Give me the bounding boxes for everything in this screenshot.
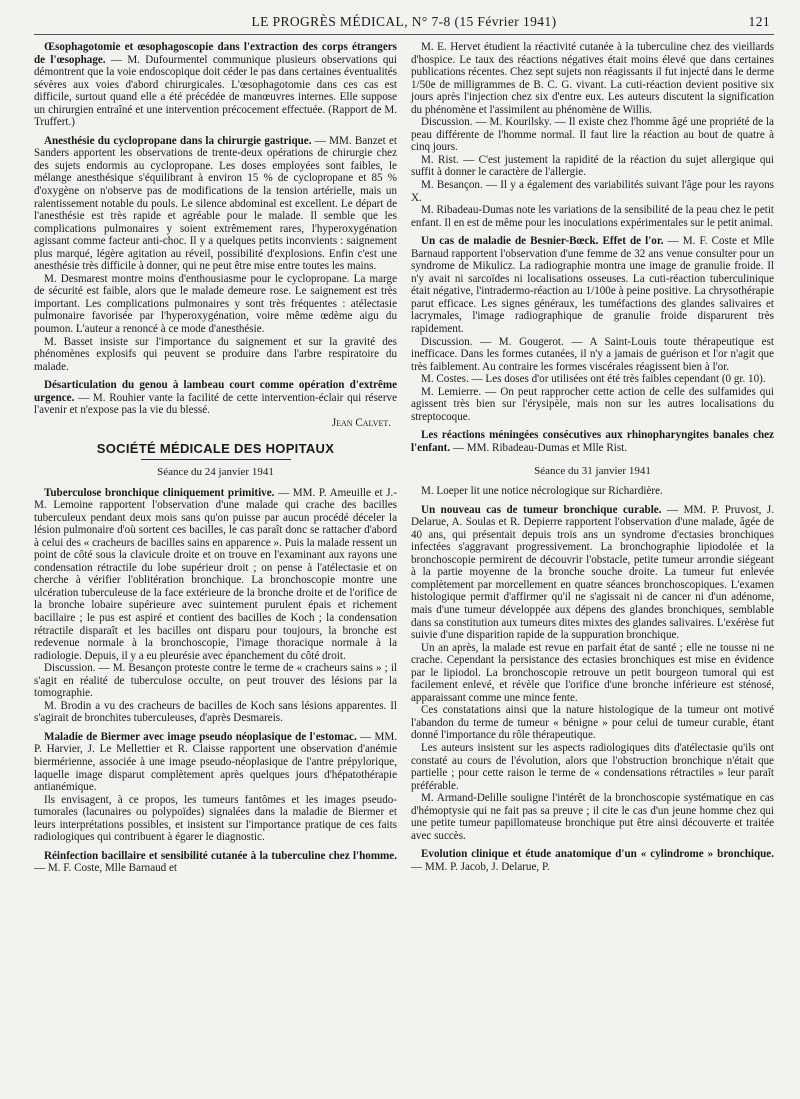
article-desarticulation: [34, 379, 397, 417]
article-title: Tuberculose bronchique cliniquement primitive.: [44, 486, 275, 499]
paragraph: M. Besançon. — Il y a également des variabilités suivant l'âge pour les rayons X.: [411, 179, 774, 204]
two-column-body: [34, 41, 774, 1091]
article-biermer: [34, 731, 397, 794]
paragraph: M. Rist. — C'est justement la rapidité de la réaction du sujet allergique qui suffit à donner le caractère de l'allergie.: [411, 153, 774, 179]
article-reactions-meningees: [411, 429, 774, 454]
paragraph: Un an après, la malade est revue en parfait état de santé ; elle ne tousse ni ne crache. Cependant la persistance des ectasies bronchiques est mise en évidence par le lipiodol. La bronchoscopie retrouve un petit bourgeon tumoral qui est facilement enlevé, et révèle que l'orifice d'une bronche inférieure est sténosé, apparaissant comme une mince fente.: [411, 641, 774, 704]
paragraph: M. Desmarest montre moins d'enthousiasme pour le cyclopropane. La marge de sécurité est faible, alors que le malade demeure rose. Le saignement est très important. Les complications pulmonaires y sont très fréquentes : atélectasie pulmonaire favorisée par l'hyperoxygénation, voire même œdème aigu du poumon. L'auteur a renoncé à ce mode d'anesthésie.: [34, 272, 397, 336]
article-title: Œsophagotomie et œsophagoscopie dans l'extraction des corps étrangers de l'œsophage.: [34, 41, 397, 66]
article-title: Les réactions méningées consécutives aux rhinopharyngites banales chez l'enfant.: [411, 429, 774, 454]
article-text: — MM. P. Ameuille et J.-M. Lemoine rapportent l'observation d'une malade qui crache des bacilles tuberculeux pendant deux mois sans qu'on puisse par aucun procédé déceler la lésion pulmonaire d'où sortent ces bacilles, le cas paraît donc se rattacher d'abord à celui des « cracheurs de bacilles sains en apparence ». Puis la malade ressent un point de côté sous la clavicule droite et on trouve en l'examinant aux rayons une condensation rétractile du lobe supérieur droit ; on pense à l'atélectasie et on cherche à vérifier l'oblitération bronchique. La bronchoscopie montre une ulcération tuberculeuse de la face extérieure de la bronche droite et de l'orifice de la bronche lobaire supérieure avec suintement purulent épais et richement bacillaire ; le pus est aspiré et contient des bacilles de Koch ; la condensation rétractile disparaît et les bacilles ont disparu pour toujours, la bronche est redevenue normale à la bronchoscopie, l'image thoracique normale à la radiologie. Depuis, il y a eu pleurésie avec épanchement du côté droit.: [34, 486, 397, 662]
right-column: [411, 41, 774, 1091]
article-text: — M. F. Coste et Mlle Barnaud rapportent l'observation d'une femme de 32 ans venue consulter pour un syndrome de Mikulicz. La radiographie montra une image de granulie froide. Il n'y avait ni sarcoïdes ni localisations osseuses. La cuti-réaction tuberculinique était négative, l'intradermo-réaction au 1/100e à peine positive. La chrysothérapie parut efficace. Les signes généraux, les tuméfactions des glandes salivaires et lacrymales, l'image radiographique de granulie froide disparurent très rapidement.: [411, 235, 774, 336]
article-title: Désarticulation du genou à lambeau court comme opération d'extrême urgence.: [34, 379, 397, 404]
paragraph: Ils envisagent, à ce propos, les tumeurs fantômes et les images pseudo-tumorales (lacunaires ou polypoïdes) signalées dans la maladie de Biermer et leurs interprétations possibles, et insistent sur l'importance pratique de ces faits radiologiques qui contribuent à égarer le diagnostic.: [34, 793, 397, 844]
page-number: 121: [748, 14, 770, 29]
left-column: [34, 41, 397, 1091]
article-title: Un cas de maladie de Besnier-Bœck. Effet de l'or.: [421, 235, 664, 248]
running-head-title: LE PROGRÈS MÉDICAL, N° 7-8 (15 Février 1941): [251, 14, 557, 29]
session-date: Séance du 24 janvier 1941: [157, 465, 274, 478]
article-reinfection: [34, 850, 397, 875]
article-text: — M. Dufourmentel communique plusieurs observations qui démontrent que la voie endoscopique doit céder le pas dans certaines éventualités sévères aux voies d'abord chirurgicales. L'œsophagotomie dans ces cas est difficile, surtout quand elle a été précédée de manœuvres internes. Elle suppose un chirurgien entraîné et une intervention précocement effectuée. (Rapport de M. Truffert.): [34, 53, 398, 129]
article-besnier-boeck: [411, 235, 774, 335]
paragraph: Discussion. — M. Gougerot. — A Saint-Louis toute thérapeutique est inefficace. Dans les formes cutanées, il n'y a jamais de guérison et l'or n'agit que très faiblement. Au contraire les formes viscérales réagissent bien à l'or.: [411, 335, 774, 373]
article-tuberculose: [34, 487, 397, 663]
paragraph: Discussion. — M. Besançon proteste contre le terme de « cracheurs sains » ; il s'agit en réalité de tuberculose occulte, on peut trouver des lésions par la tomographie.: [34, 662, 397, 700]
article-cyclopropane: [34, 135, 397, 273]
article-cylindrome: [411, 848, 774, 873]
article-title: Réinfection bacillaire et sensibilité cutanée à la tuberculine chez l'homme.: [44, 849, 397, 862]
article-title: Un nouveau cas de tumeur bronchique curable.: [421, 503, 662, 516]
paragraph: M. Lemierre. — On peut rapprocher cette action de celle des sulfamides qui agissent très bien sur l'érysipèle, mais non sur les autres localisations du streptocoque.: [411, 385, 774, 423]
paragraph: M. Brodin a vu des cracheurs de bacilles de Koch sans lésions apparentes. Il s'agirait de bronchites tuberculeuses, d'après Desmareis.: [34, 699, 397, 725]
author-signature: Jean Calvet.: [331, 416, 391, 429]
article-title: Anesthésie du cyclopropane dans la chirurgie gastrique.: [44, 134, 312, 147]
article-text: — M. Rouhier vante la facilité de cette intervention-éclair qui réserve l'avenir et n'expose pas la vie du blessé.: [34, 391, 397, 417]
article-text: — MM. P. Jacob, J. Delarue, P.: [411, 860, 550, 873]
article-text: — M. F. Coste, Mlle Barnaud et: [34, 862, 178, 875]
paragraph: M. E. Hervet étudient la réactivité cutanée à la tuberculine chez des vieillards d'hospice. Le taux des réactions négatives était moins élevé que dans certaines publications récentes. Chez sept sujets non réagissants il fut injecté dans le derme 1/50e de milligrammes de B. C. G. vivant. La cuti-réaction devient positive six jours après l'injection chez six d'entre eux. Les auteurs discutent la signification du phénomène et l'assimilent au phénomène de Willis.: [411, 41, 774, 116]
paragraph: M. Ribadeau-Dumas note les variations de la sensibilité de la peau chez le petit enfant. Il en est de même pour les inoculations expérimentales sur le petit animal.: [411, 204, 774, 229]
paragraph: Les auteurs insistent sur les aspects radiologiques dits d'atélectasie qu'ils ont constaté au cours de l'évolution, alors que l'obstruction bronchique n'était que partielle ; pour cette raison le terme de « condensations rétractiles » leur paraît préférable.: [411, 741, 774, 792]
article-title: Maladie de Biermer avec image pseudo néoplasique de l'estomac.: [44, 730, 357, 743]
article-tumeur-bronchique: [411, 504, 774, 642]
running-head: [34, 14, 774, 35]
section-rule: [141, 459, 291, 460]
session-date: Séance du 31 janvier 1941: [534, 464, 651, 477]
article-title: Evolution clinique et étude anatomique d'un « cylindrome » bronchique.: [421, 848, 774, 861]
article-text: — MM. P. Pruvost, J. Delarue, A. Soulas et R. Depierre rapportent l'observation d'une malade, âgée de 40 ans, qui présentait depuis trois ans un syndrome d'ectasies bronchiques infectées s'aggravant progressivement. La bronchographie lipiodolée et la bronchoscopie permirent de découvrir l'obstacle, petite tumeur arrondie siégeant à la partie moyenne de la bronche souche droite. La tumeur fut enlevée complètement par morcellement en quatre séances bronchoscopiques. L'examen histologique permit d'affirmer qu'il ne s'agissait ni de cancer ni d'un adénome, mais d'une tumeur développée aux dépens des glandes bronchiques, semblable dans sa constitution aux tumeurs dites mixtes des glandes salivaires. L'exérèse fut suivie d'une disparition rapide de la suppuration bronchique.: [411, 503, 774, 642]
article-text: — MM. P. Harvier, J. Le Mellettier et R. Claisse rapportent une observation d'anémie biermérienne, associée à une image pseudo-néoplasique de l'antre prépylorique, laquelle image disparut complètement après quelques jours d'hépatothérapie antianémique.: [34, 730, 397, 794]
paragraph: M. Armand-Delille souligne l'intérêt de la bronchoscopie systématique en cas d'hémoptysie qui ne fait pas sa preuve ; il cite le cas d'un jeune homme chez qui une petite tumeur papillomateuse bronchique put être ainsi découverte et traitée avec succès.: [411, 792, 774, 842]
article-text: — MM. Ribadeau-Dumas et Mlle Rist.: [450, 441, 628, 454]
paragraph: M. Loeper lit une notice nécrologique sur Richardière.: [421, 485, 663, 498]
paragraph: M. Costes. — Les doses d'or utilisées ont été très faibles cependant (0 gr. 10).: [421, 373, 766, 386]
paragraph: Discussion. — M. Kourilsky. — Il existe chez l'homme âgé une propriété de la peau différente de l'homme normal. Il faut lire la réaction au bout de quatre à cinq jours.: [411, 116, 774, 154]
paragraph: Ces constatations ainsi que la nature histologique de la tumeur ont motivé l'abandon du terme de tumeur « bénigne » pour celui de tumeur curable, étant donné l'importance du rôle thérapeutique.: [411, 704, 774, 742]
article-text: — MM. Banzet et Sanders apportent les observations de trente-deux opérations de chirurgie chez des sujets endormis au cyclopropane. Les doses employées sont faibles, le mélange anesthésique s'équilibrant à environ 15 % de cyclopropane et 85 % d'oxygène on n'observe pas de modifications de la tension artérielle, mais un ralentissement notable du pouls. Le silence abdominal est excellent. Le départ de l'anesthésie est très rapide et agréable pour le malade. Il semble que les complications pulmonaires y soient extrêmement rares, l'hyperoxygénation agissant comme facteur anti-choc. Il y a quelques petits inconvients : saignement plus marqué, légère agitation au réveil, possibilité d'explosions. Enfin c'est une anesthésie très difficile à donner, qui ne peut être mise entre toutes les mains.: [34, 134, 397, 273]
section-title: SOCIÉTÉ MÉDICALE DES HOPITAUX: [96, 441, 335, 457]
paragraph: M. Basset insiste sur l'importance du saignement et sur la gravité des phénomènes explosifs qui peuvent se produire dans l'arbre respiratoire du malade.: [34, 335, 397, 373]
article-oesophagotomie: [34, 41, 397, 129]
